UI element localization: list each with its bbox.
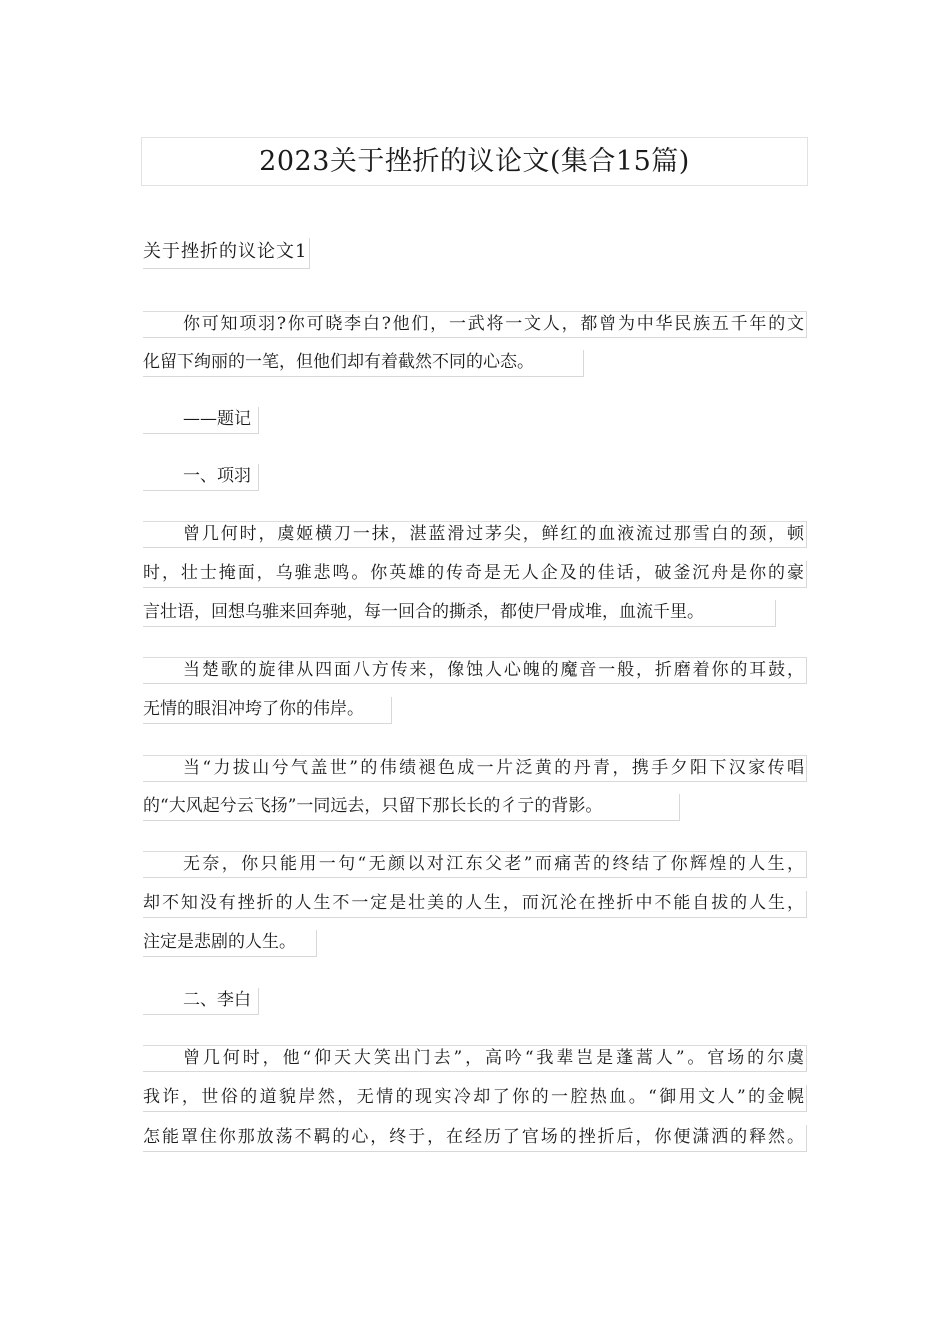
paragraph-line: 的“大风起兮云飞扬”一同远去，只留下那长长的彳亍的背影。 — [143, 794, 680, 821]
paragraph-line: 当“力拔山兮气盖世”的伟绩褪色成一片泛黄的丹青，携手夕阳下汉家传唱 — [143, 755, 807, 782]
paragraph-line: 注定是悲剧的人生。 — [143, 930, 317, 957]
section-heading: 关于挫折的议论文1 — [143, 238, 310, 269]
paragraph-line: 当楚歌的旋律从四面八方传来，像蚀人心魄的魔音一般，折磨着你的耳鼓， — [143, 657, 807, 684]
subsection-heading: 一、项羽 — [143, 464, 259, 491]
paragraph-line: 怎能罩住你那放荡不羁的心，终于，在经历了官场的挫折后，你便潇洒的释然。 — [143, 1125, 807, 1152]
paragraph-line: 化留下绚丽的一笔，但他们却有着截然不同的心态。 — [143, 350, 584, 377]
document-title: 2023关于挫折的议论文(集合15篇) — [141, 137, 808, 186]
paragraph-line: 无情的眼泪冲垮了你的伟岸。 — [143, 697, 392, 724]
paragraph-line: 无奈，你只能用一句“无颜以对江东父老”而痛苦的终结了你辉煌的人生， — [143, 851, 807, 878]
paragraph-line: 言壮语，回想乌骓来回奔驰，每一回合的撕杀，都使尸骨成堆，血流千里。 — [143, 600, 776, 627]
epigraph-label: ——题记 — [143, 407, 259, 434]
paragraph-line: 你可知项羽?你可晓李白?他们，一武将一文人，都曾为中华民族五千年的文 — [143, 311, 807, 338]
paragraph-line: 却不知没有挫折的人生不一定是壮美的人生，而沉沦在挫折中不能自拔的人生， — [143, 891, 807, 918]
paragraph-line: 曾几何时，他“仰天大笑出门去”，高吟“我辈岂是蓬蒿人”。官场的尔虞 — [143, 1045, 807, 1072]
paragraph-line: 时，壮士掩面，乌骓悲鸣。你英雄的传奇是无人企及的佳话，破釜沉舟是你的豪 — [143, 561, 807, 588]
subsection-heading: 二、李白 — [143, 988, 259, 1015]
paragraph-line: 曾几何时，虞姬横刀一抹，湛蓝滑过茅尖，鲜红的血液流过那雪白的颈，顿 — [143, 521, 807, 548]
paragraph-line: 我诈，世俗的道貌岸然，无情的现实冷却了你的一腔热血。“御用文人”的金幌 — [143, 1085, 807, 1112]
